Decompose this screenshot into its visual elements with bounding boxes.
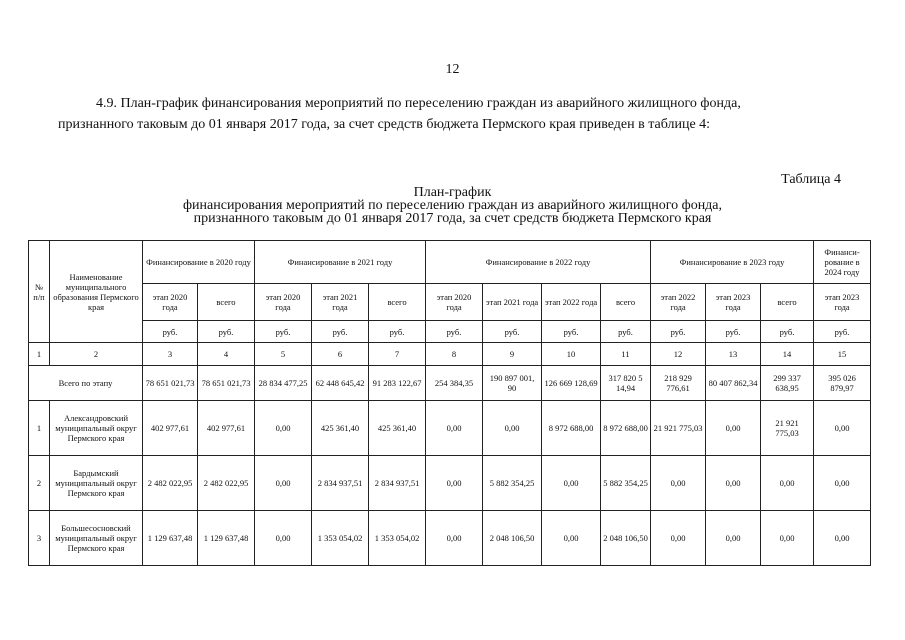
- unit-cell: руб.: [814, 321, 871, 343]
- table-row: [29, 511, 871, 566]
- sub-header: этап 2023 года: [814, 284, 871, 321]
- header-num: № п/п: [29, 241, 50, 343]
- column-number: 14: [761, 343, 814, 366]
- sub-header: всего: [761, 284, 814, 321]
- table-cell: 395 026 879,97: [814, 366, 871, 401]
- header-2023: Финансирование в 2023 году: [651, 241, 814, 284]
- table-cell: 0,00: [706, 456, 761, 511]
- unit-cell: руб.: [761, 321, 814, 343]
- table-cell: 0,00: [814, 456, 871, 511]
- municipality-name: Большесосновский муниципальный округ Пермского края: [50, 511, 143, 566]
- table-title-line-1: План-график: [413, 185, 492, 200]
- financing-table: [28, 240, 871, 566]
- table-cell: 2 482 022,95: [198, 456, 255, 511]
- table-cell: 1 353 054,02: [369, 511, 426, 566]
- municipality-name: Бардымский муниципальный округ Пермского края: [50, 456, 143, 511]
- table-cell: 0,00: [255, 456, 312, 511]
- row-number: 1: [29, 401, 50, 456]
- table-cell: 0,00: [426, 401, 483, 456]
- sub-header: всего: [198, 284, 255, 321]
- table-cell: 80 407 862,34: [706, 366, 761, 401]
- table-cell: 0,00: [814, 511, 871, 566]
- sub-header: этап 2022 года: [542, 284, 601, 321]
- column-number: 8: [426, 343, 483, 366]
- unit-cell: руб.: [369, 321, 426, 343]
- table-cell: 21 921 775,03: [761, 401, 814, 456]
- table-row: [29, 456, 871, 511]
- column-number: 6: [312, 343, 369, 366]
- unit-cell: руб.: [143, 321, 198, 343]
- table-cell: 21 921 775,03: [651, 401, 706, 456]
- table-cell: 425 361,40: [369, 401, 426, 456]
- row-number: 2: [29, 456, 50, 511]
- table-cell: 299 337 638,95: [761, 366, 814, 401]
- intro-line-2: признанного таковым до 01 января 2017 года, за счет средств бюджета Пермского края приведен в таблице 4:: [58, 117, 711, 132]
- table-cell: 1 353 054,02: [312, 511, 369, 566]
- sub-header: этап 2020 года: [255, 284, 312, 321]
- sub-header: этап 2022 года: [651, 284, 706, 321]
- table-label: Таблица 4: [781, 172, 841, 187]
- sub-header: всего: [369, 284, 426, 321]
- table-cell: 218 929 776,61: [651, 366, 706, 401]
- table-cell: 0,00: [542, 511, 601, 566]
- column-number: 7: [369, 343, 426, 366]
- sub-header: этап 2020 года: [143, 284, 198, 321]
- unit-row: [29, 321, 871, 343]
- unit-cell: руб.: [542, 321, 601, 343]
- table-cell: 0,00: [814, 401, 871, 456]
- table-cell: 126 669 128,69: [542, 366, 601, 401]
- table-cell: 0,00: [706, 401, 761, 456]
- sub-header: этап 2023 года: [706, 284, 761, 321]
- column-number: 3: [143, 343, 198, 366]
- column-number: 11: [601, 343, 651, 366]
- sub-header: этап 2020 года: [426, 284, 483, 321]
- table-cell: 0,00: [761, 456, 814, 511]
- table-cell: 5 882 354,25: [483, 456, 542, 511]
- sub-header: этап 2021 года: [483, 284, 542, 321]
- table-cell: 0,00: [255, 511, 312, 566]
- column-number: 9: [483, 343, 542, 366]
- table-cell: 190 897 001, 90: [483, 366, 542, 401]
- table-cell: 402 977,61: [198, 401, 255, 456]
- table-cell: 0,00: [542, 456, 601, 511]
- header-2021: Финансирование в 2021 году: [255, 241, 426, 284]
- table-cell: 2 834 937,51: [369, 456, 426, 511]
- column-number-row: [29, 343, 871, 366]
- table-cell: 91 283 122,67: [369, 366, 426, 401]
- table-cell: 2 048 106,50: [483, 511, 542, 566]
- table-cell: 0,00: [651, 456, 706, 511]
- table-cell: 5 882 354,25: [601, 456, 651, 511]
- unit-cell: руб.: [255, 321, 312, 343]
- table-cell: 402 977,61: [143, 401, 198, 456]
- table-cell: 0,00: [255, 401, 312, 456]
- table-cell: 317 820 5 14,94: [601, 366, 651, 401]
- column-number: 5: [255, 343, 312, 366]
- unit-cell: руб.: [426, 321, 483, 343]
- table-cell: 0,00: [483, 401, 542, 456]
- unit-cell: руб.: [198, 321, 255, 343]
- table-title: [0, 186, 905, 225]
- table-cell: 1 129 637,48: [143, 511, 198, 566]
- table-cell: 0,00: [426, 456, 483, 511]
- row-number: 3: [29, 511, 50, 566]
- unit-cell: руб.: [601, 321, 651, 343]
- table-title-line-2: финансирования мероприятий по переселению граждан из аварийного жилищного фонда,: [182, 198, 723, 213]
- column-number: 2: [50, 343, 143, 366]
- table-cell: 2 834 937,51: [312, 456, 369, 511]
- table-cell: 28 834 477,25: [255, 366, 312, 401]
- unit-cell: руб.: [483, 321, 542, 343]
- header-group-row: [29, 241, 871, 284]
- sub-header: этап 2021 года: [312, 284, 369, 321]
- sub-header: всего: [601, 284, 651, 321]
- table-cell: 425 361,40: [312, 401, 369, 456]
- page-number: 12: [445, 62, 460, 77]
- unit-cell: руб.: [706, 321, 761, 343]
- column-number: 13: [706, 343, 761, 366]
- table-cell: 8 972 688,00: [601, 401, 651, 456]
- header-sub-row: [29, 284, 871, 321]
- column-number: 4: [198, 343, 255, 366]
- header-2020: Финансирование в 2020 году: [143, 241, 255, 284]
- table-cell: 8 972 688,00: [542, 401, 601, 456]
- table-cell: 78 651 021,73: [198, 366, 255, 401]
- table-cell: 78 651 021,73: [143, 366, 198, 401]
- table-cell: 0,00: [706, 511, 761, 566]
- table-row: [29, 401, 871, 456]
- table-cell: 2 048 106,50: [601, 511, 651, 566]
- table-cell: 0,00: [651, 511, 706, 566]
- column-number: 1: [29, 343, 50, 366]
- total-label: Всего по этапу: [29, 366, 143, 401]
- table-cell: 1 129 637,48: [198, 511, 255, 566]
- table-cell: 0,00: [761, 511, 814, 566]
- intro-paragraph: [58, 93, 846, 135]
- column-number: 10: [542, 343, 601, 366]
- table-cell: 62 448 645,42: [312, 366, 369, 401]
- table-title-line-3: признанного таковым до 01 января 2017 года, за счет средств бюджета Пермского края: [193, 211, 712, 226]
- column-number: 15: [814, 343, 871, 366]
- table-cell: 254 384,35: [426, 366, 483, 401]
- unit-cell: руб.: [651, 321, 706, 343]
- municipality-name: Александровский муниципальный округ Пермского края: [50, 401, 143, 456]
- unit-cell: руб.: [312, 321, 369, 343]
- header-name: Наименование муниципального образования Пермского края: [50, 241, 143, 343]
- table-cell: 2 482 022,95: [143, 456, 198, 511]
- column-number: 12: [651, 343, 706, 366]
- intro-line-1: 4.9. План-график финансирования мероприятий по переселению граждан из аварийного жилищного фонда,: [96, 96, 741, 111]
- total-row: [29, 366, 871, 401]
- header-2024: Финанси-рование в 2024 году: [814, 241, 871, 284]
- table-cell: 0,00: [426, 511, 483, 566]
- header-2022: Финансирование в 2022 году: [426, 241, 651, 284]
